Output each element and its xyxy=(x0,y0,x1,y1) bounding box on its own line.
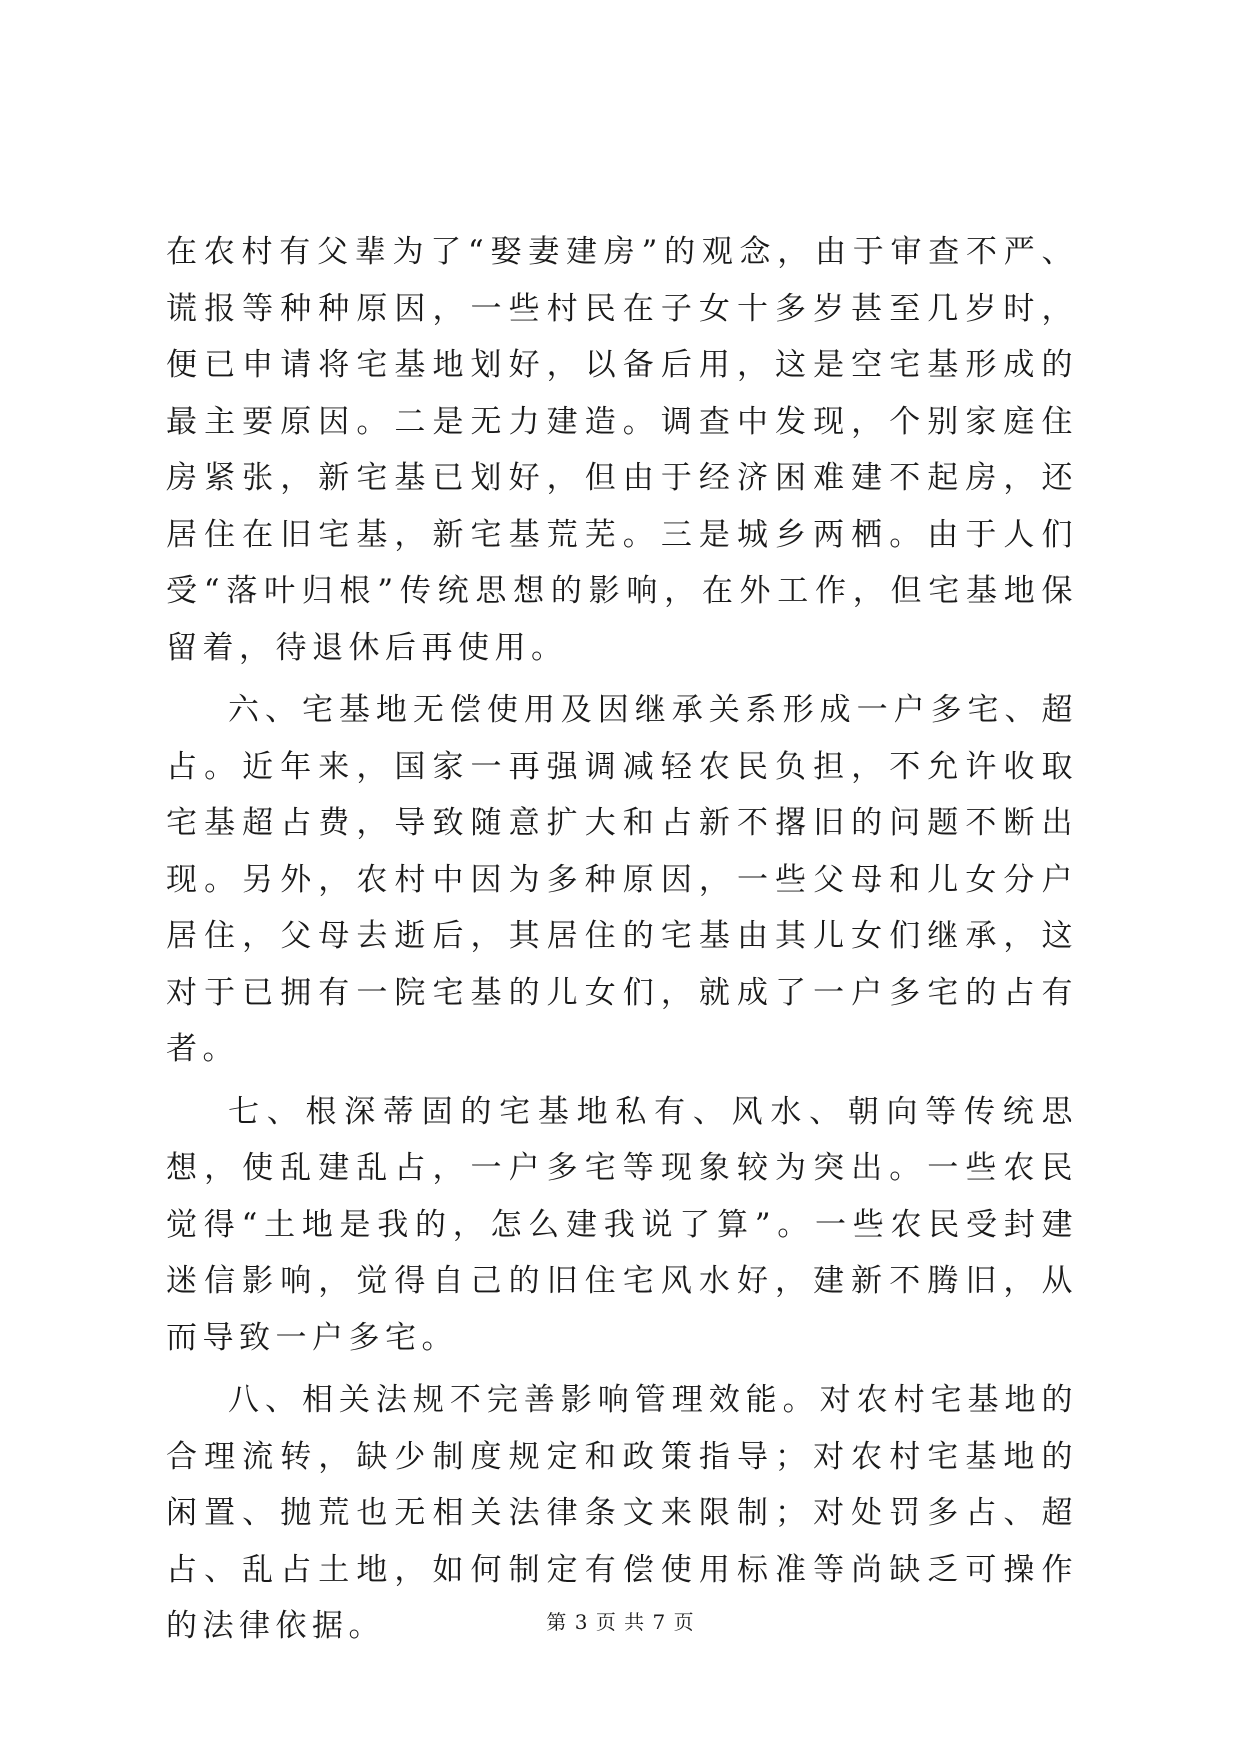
paragraph-section-six: 六、宅基地无偿使用及因继承关系形成一户多宅、超占。近年来，国家一再强调减轻农民负担，不允许收取宅基超占费，导致随意扩大和占新不撂旧的问题不断出现。另外，农村中因为多种原因，一些父母和儿女分户居住，父母去逝后，其居住的宅基由其儿女们继承，这对于已拥有一院宅基的儿女们，就成了一户多宅的占有者。 xyxy=(166,692,1078,1067)
page-number-footer: 第 3 页 共 7 页 xyxy=(546,1610,695,1634)
paragraph-section-eight: 八、相关法规不完善影响管理效能。对农村宅基地的合理流转，缺少制度规定和政策指导；对农村宅基地的闲置、抛荒也无相关法律条文来限制；对处罚多占、超占、乱占土地，如何制定有偿使用标准等尚缺乏可操作的法律依据。 xyxy=(166,1382,1078,1644)
paragraph-section-seven: 七、根深蒂固的宅基地私有、风水、朝向等传统思想，使乱建乱占，一户多宅等现象较为突出。一些农民觉得“土地是我的，怎么建我说了算”。一些农民受封建迷信影响，觉得自己的旧住宅风水好，建新不腾旧，从而导致一户多宅。 xyxy=(166,1093,1078,1356)
paragraph-continuation: 在农村有父辈为了“娶妻建房”的观念，由于审查不严、谎报等种种原因，一些村民在子女十多岁甚至几岁时，便已申请将宅基地划好，以备后用，这是空宅基形成的最主要原因。二是无力建造。调查中发现，个别家庭住房紧张，新宅基已划好，但由于经济困难建不起房，还居住在旧宅基，新宅基荒芜。三是城乡两栖。由于人们受“落叶归根”传统思想的影响，在外工作，但宅基地保留着，待退休后再使用。 xyxy=(166,234,1078,666)
document-body xyxy=(166,224,1078,1655)
